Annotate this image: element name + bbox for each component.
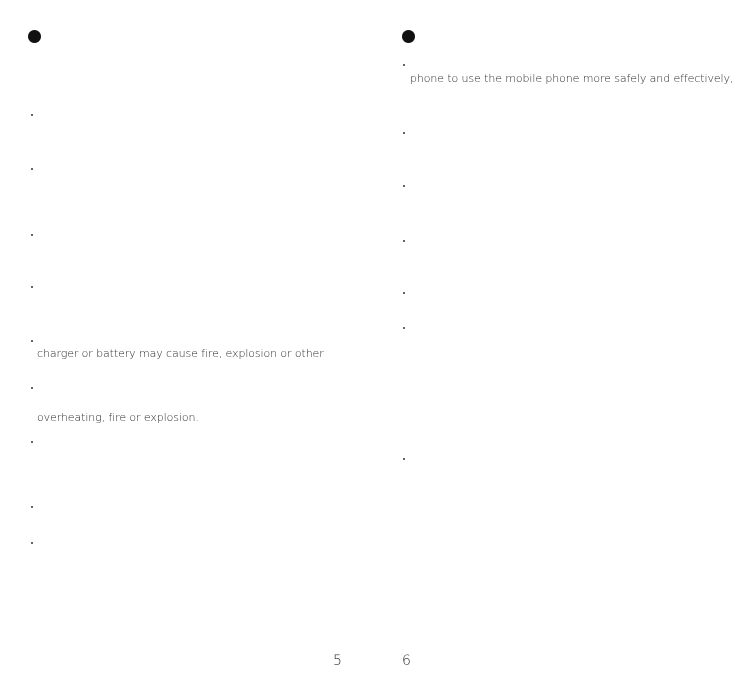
list-bullet-icon xyxy=(31,234,33,236)
list-bullet-icon xyxy=(403,185,405,187)
right-page xyxy=(374,0,748,680)
list-bullet-icon xyxy=(31,286,33,288)
list-bullet-icon xyxy=(31,114,33,116)
list-bullet-icon xyxy=(403,292,405,294)
list-bullet-icon xyxy=(403,327,405,329)
list-bullet-icon xyxy=(31,168,33,170)
list-bullet-icon xyxy=(31,506,33,508)
body-text-line: overheating, fire or explosion. xyxy=(37,411,199,424)
list-bullet-icon xyxy=(31,542,33,544)
list-bullet-icon xyxy=(403,458,405,460)
list-bullet-icon xyxy=(403,64,405,66)
page-number: 6 xyxy=(402,653,411,669)
list-bullet-icon xyxy=(31,387,33,389)
list-bullet-icon xyxy=(403,240,405,242)
heading-bullet-icon xyxy=(28,30,41,43)
heading-bullet-icon xyxy=(402,30,415,43)
body-text-line: charger or battery may cause fire, explosion or other xyxy=(37,347,324,360)
list-bullet-icon xyxy=(403,132,405,134)
list-bullet-icon xyxy=(31,441,33,443)
body-text-line: phone to use the mobile phone more safely and effectively, xyxy=(410,72,734,85)
page-number: 5 xyxy=(333,653,342,669)
list-bullet-icon xyxy=(31,340,33,342)
